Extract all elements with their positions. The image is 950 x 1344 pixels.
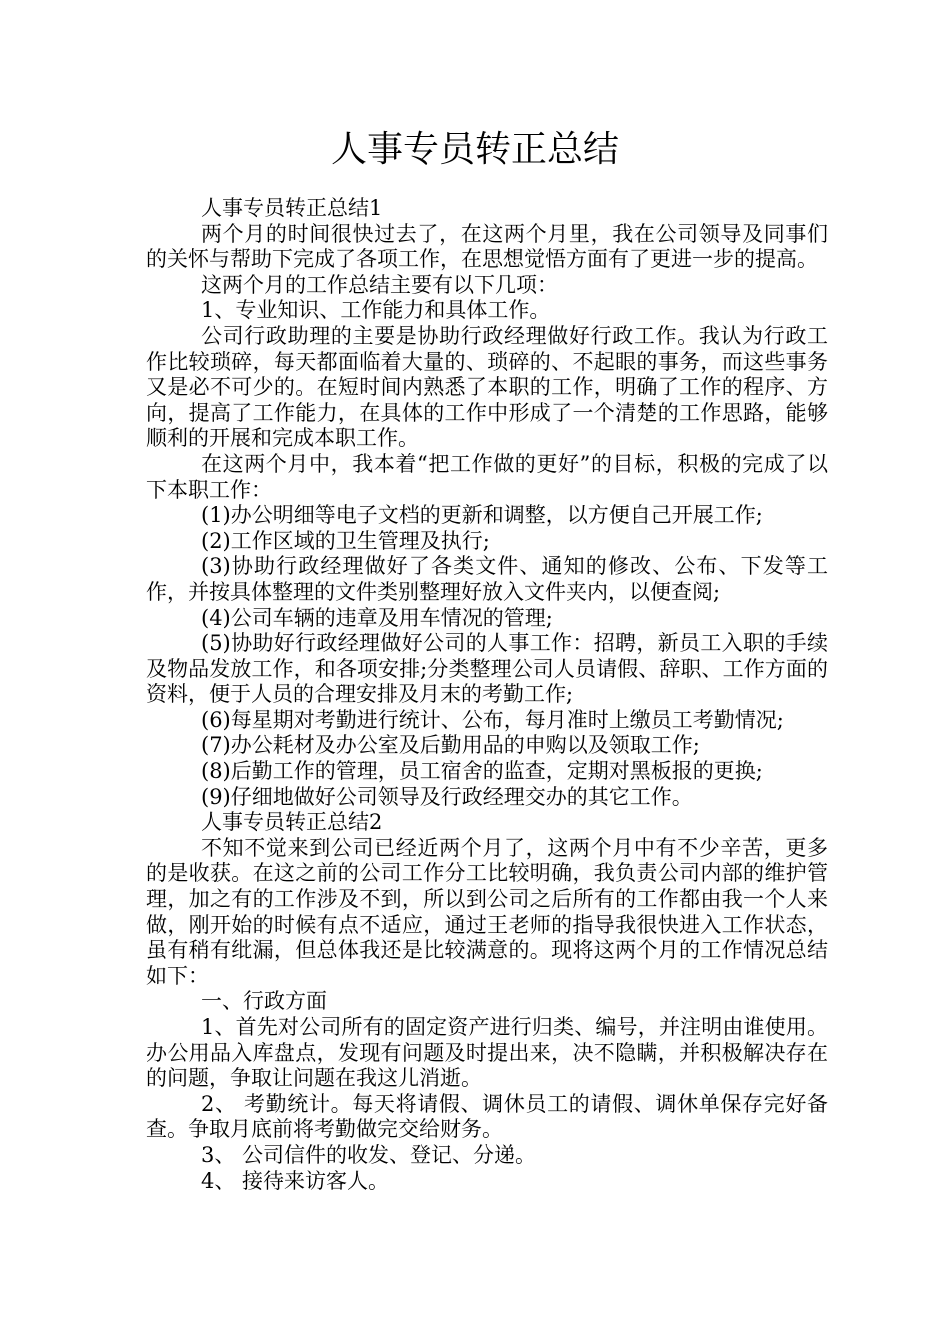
list-item: 3、 公司信件的收发、登记、分递。 <box>201 1142 537 1167</box>
document-body <box>146 196 828 1194</box>
subsection-heading: 一、行政方面 <box>201 989 327 1014</box>
list-item: (6)每星期对考勤进行统计、公布，每月准时上缴员工考勤情况; <box>201 707 784 732</box>
list-item: (3)协助行政经理做好了各类文件、通知的修改、公布、下发等工作，并按具体整理的文件类别整理好放入文件夹内，以便查阅; <box>146 554 828 604</box>
body-paragraph: 不知不觉来到公司已经近两个月了，这两个月中有不少辛苦，更多的是收获。在这之前的公司工作分工比较明确，我负责公司内部的维护管理，加之有的工作涉及不到，所以到公司之后所有的工作都由我一个人来做，刚开始的时候有点不适应，通过王老师的指导我很快进入工作状态，虽有稍有纰漏，但总体我还是比较满意的。现将这两个月的工作情况总结如下： <box>146 835 828 988</box>
list-item: (5)协助好行政经理做好公司的人事工作：招聘，新员工入职的手续及物品发放工作，和各项安排;分类整理公司人员请假、辞职、工作方面的资料，便于人员的合理安排及月末的考勤工作; <box>146 631 828 707</box>
intro-paragraph: 两个月的时间很快过去了，在这两个月里，我在公司领导及同事们的关怀与帮助下完成了各项工作，在思想觉悟方面有了更进一步的提高。 <box>146 221 828 272</box>
document-title: 人事专员转正总结 <box>330 129 619 170</box>
list-item: (1)办公明细等电子文档的更新和调整，以方便自己开展工作; <box>201 503 763 528</box>
list-item: (9)仔细地做好公司领导及行政经理交办的其它工作。 <box>201 784 693 809</box>
section-heading-2: 人事专员转正总结2 <box>201 810 383 835</box>
list-item: (8)后勤工作的管理，员工宿舍的监查，定期对黑板报的更换; <box>201 759 763 784</box>
list-item: 2、 考勤统计。每天将请假、调休员工的请假、调休单保存完好备查。争取月底前将考勤做完交给财务。 <box>146 1091 828 1142</box>
section-heading-1: 人事专员转正总结1 <box>201 196 383 220</box>
list-item: (4)公司车辆的违章及用车情况的管理; <box>201 605 553 630</box>
list-item: (7)办公耗材及办公室及后勤用品的申购以及领取工作; <box>201 733 700 758</box>
list-item: (2)工作区域的卫生管理及执行; <box>201 528 490 553</box>
item-heading-1: 1、专业知识、工作能力和具体工作。 <box>201 298 551 323</box>
body-paragraph: 在这两个月中，我本着“把工作做的更好”的目标，积极的完成了以下本职工作： <box>146 451 828 502</box>
body-paragraph: 公司行政助理的主要是协助行政经理做好行政工作。我认为行政工作比较琐碎，每天都面临着大量的、琐碎的、不起眼的事务，而这些事务又是必不可少的。在短时间内熟悉了本职的工作，明确了工作的程序、方向，提高了工作能力，在具体的工作中形成了一个清楚的工作思路，能够顺利的开展和完成本职工作。 <box>146 323 828 451</box>
summary-lead: 这两个月的工作总结主要有以下几项： <box>201 272 558 297</box>
list-item: 4、 接待来访客人。 <box>201 1168 390 1193</box>
list-item: 1、首先对公司所有的固定资产进行归类、编号，并注明由谁使用。办公用品入库盘点，发现有问题及时提出来，决不隐瞒，并积极解决存在的问题，争取让问题在我这儿消逝。 <box>146 1015 828 1091</box>
